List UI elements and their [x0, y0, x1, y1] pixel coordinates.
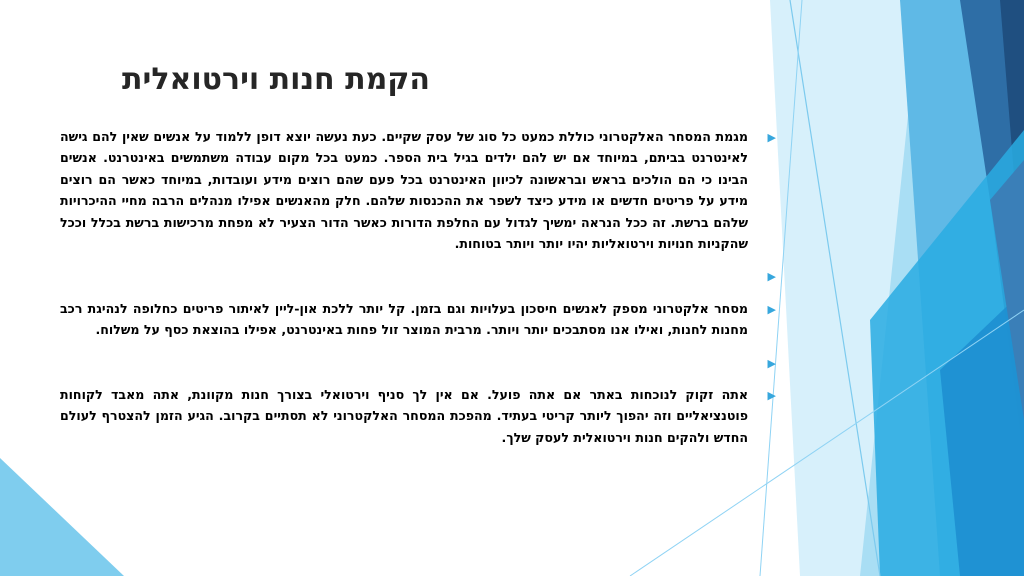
bullet-arrow-icon: ▶: [767, 270, 776, 284]
bullet-text: מסחר אלקטרוני מספק לאנשים חיסכון בעלויות וגם בזמן. קל יותר ללכת און-ליין לאיתור פריטים כחלופה לנהיגת רכב מחנות לחנות, ואילו אנו מסתבכים יותר ויותר. מרבית המוצר זול פחות באינטרנט, אפילו בהוצאת כסף על משלוח.: [60, 300, 748, 338]
bullet-item-empty: [60, 352, 780, 373]
bullet-arrow-icon: ▶: [767, 302, 776, 316]
bullet-item-empty: [60, 265, 780, 286]
bullet-item: [60, 384, 780, 448]
bullet-arrow-icon: ▶: [767, 389, 776, 403]
bullet-arrow-icon: ▶: [767, 356, 776, 370]
bullet-item: [60, 298, 780, 341]
slide-title: הקמת חנות וירטואלית: [122, 62, 430, 97]
bullet-text: מגמת המסחר האלקטרוני כוללת כמעט כל סוג של עסק שקיים. כעת נעשה יוצא דופן ללמוד על אנשים שאין להם גישה לאינטרנט בביתם, במיוחד אם יש להם ילדים בגיל בית הספר. כמעט בכל מקום עבודה משתמשים באינטרנט. אנשים הבינו כי הם הולכים בראש ובראשונה לכיוון האינטרנט בכל פעם שהם רוצים מידע ועובדות, במיוחד כאשר הם רוצים מידע על פריטים חדשים או מידע כיצד לשפר את ההכנסות שלהם. חלק מהאנשים אפילו מנהלים הרבה מחיי ההיכרויות שלהם ברשת. זה ככל הנראה ימשיך לגדול עם החלפת הדורות כאשר הדור הצעיר לא מפחת מרכישות ברשת בכלל וככל שהקניות חנויות וירטואליות יהיו יותר ויותר בטוחות.: [60, 129, 748, 252]
bullet-item: [60, 126, 780, 254]
bullet-arrow-icon: ▶: [767, 131, 776, 144]
bullet-text: אתה זקוק לנוכחות באתר אם אתה פועל. אם אין לך סניף וירטואלי בצורך חנות מקוונת, אתה מאבד לקוחות פוטנציאליים וזה יהפוך ליותר קריטי בעתיד. מהפכת המסחר האלקטרוני לא תסתיים בקרוב. הגיע הזמן להצטרף לעולם החדש ולהקים חנות וירטואלית לעסק שלך.: [60, 387, 748, 445]
slide-content: [60, 126, 780, 448]
left-decor-triangle: [0, 458, 124, 576]
